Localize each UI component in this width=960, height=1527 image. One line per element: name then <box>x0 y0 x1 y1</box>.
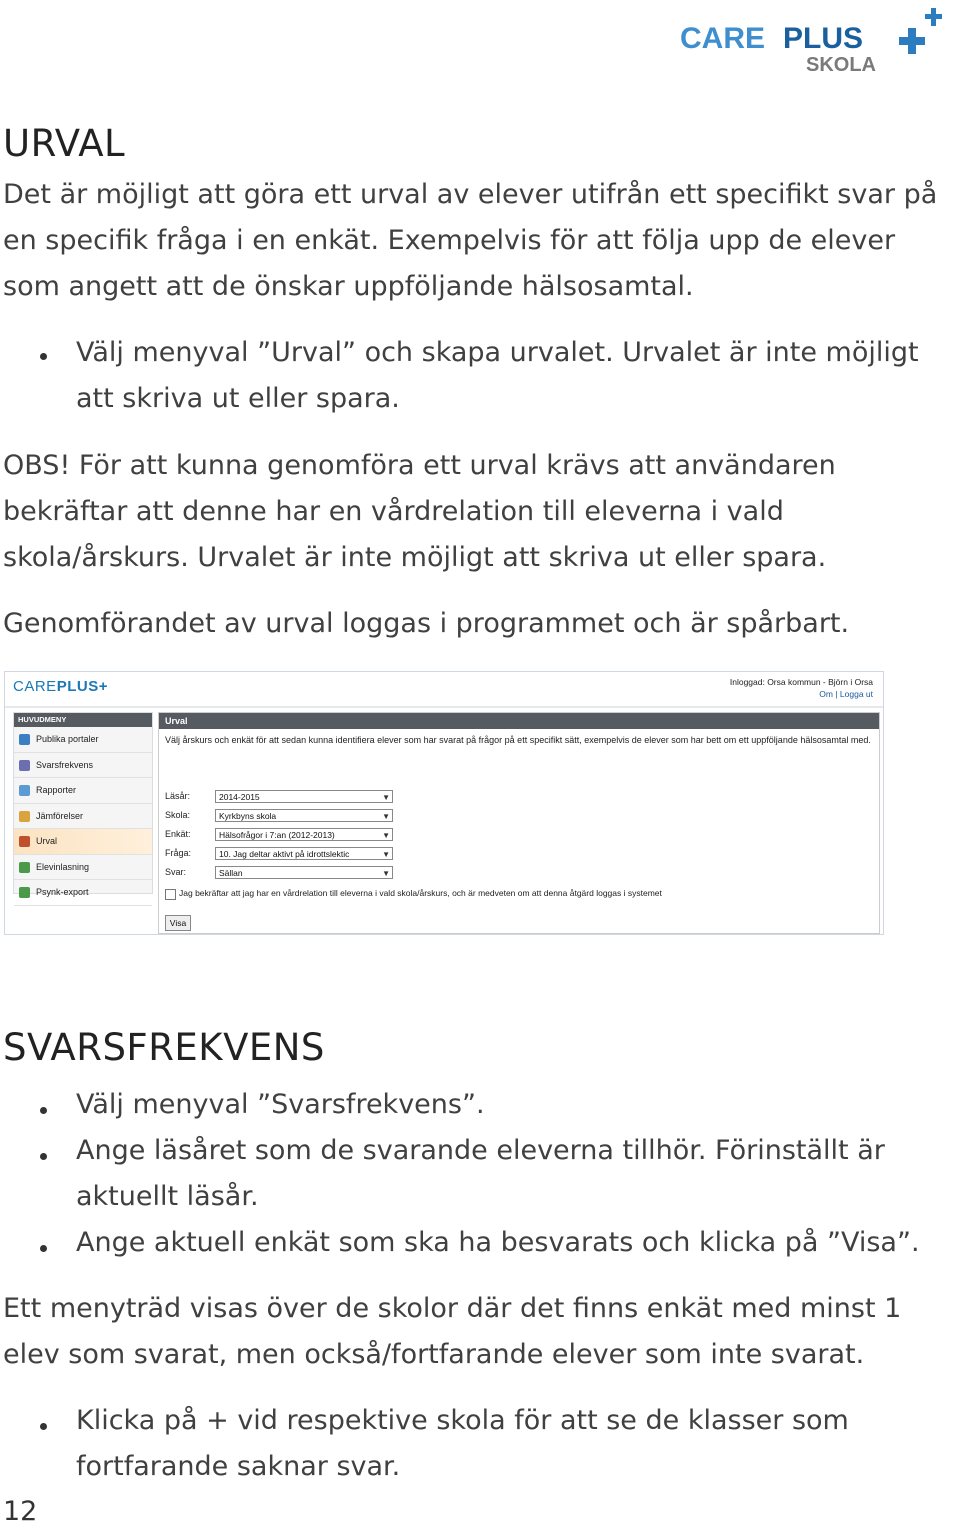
header-divider <box>5 706 883 708</box>
skola-select[interactable] <box>215 809 393 822</box>
urval-intro-line: som angett att de önskar uppföljande hälsosamtal. <box>3 271 694 302</box>
menu-item-label: Publika portaler <box>36 734 99 744</box>
svar-select-value: Sällan <box>219 868 243 878</box>
field-label-enkat: Enkät: <box>165 829 191 839</box>
menu-item-rapporter[interactable] <box>14 778 152 804</box>
report-icon <box>19 785 30 796</box>
menu-item-svarsfrekvens[interactable] <box>14 753 152 779</box>
chart-icon <box>19 760 30 771</box>
menu-item-label: Elevinlasning <box>36 861 90 872</box>
login-text: Inloggad: Orsa kommun - Björn i Orsa <box>729 677 873 687</box>
filter-icon <box>19 836 30 847</box>
obs-line: OBS! För att kunna genomföra ett urval krävs att användaren <box>3 450 836 481</box>
menu-item-label: Jämförelser <box>36 810 84 821</box>
urval-bullet-line: att skriva ut eller spara. <box>76 383 400 414</box>
menu-item-elevinlasning[interactable] <box>14 855 152 881</box>
urval-intro-line: en specifik fråga i en enkät. Exempelvis för att följa upp de elever <box>3 225 896 256</box>
careplus-skola-logo <box>680 4 952 74</box>
svars-last-bullet-line: Klicka på + vid respektive skola för att se de klasser som <box>76 1405 849 1436</box>
urval-intro-line: Det är möjligt att göra ett urval av elever utifrån ett specifikt svar på <box>3 179 938 210</box>
enkat-select-value: Hälsofrågor i 7:an (2012-2013) <box>219 830 335 840</box>
panel-intro: Välj årskurs och enkät för att sedan kunna identifiera elever som har svarat på frågor på ett specifikt sätt, exempelvis de elever som har bett om ett uppföljande hälsosamtal med. <box>165 735 871 745</box>
obs-line: bekräftar att denne har en vårdrelation till eleverna i vald <box>3 496 784 527</box>
fraga-select[interactable] <box>215 847 393 860</box>
menu-item-label: Psynk-export <box>36 887 89 897</box>
menu-item-label: Rapporter <box>36 785 77 795</box>
skola-select-value: Kyrkbyns skola <box>219 811 277 821</box>
field-label-lasar: Läsår: <box>165 791 191 801</box>
app-logo-sign: + <box>98 678 108 695</box>
chevron-down-icon: ▼ <box>382 812 390 821</box>
svar-select[interactable] <box>215 866 393 879</box>
logo-skola-text: SKOLA <box>806 54 876 76</box>
bullet-icon <box>40 1153 47 1160</box>
enkat-select[interactable] <box>215 828 393 841</box>
app-logo-plus: PLUS <box>56 678 99 695</box>
bullet-icon <box>40 1107 47 1114</box>
app-logo-care: CARE <box>13 678 57 695</box>
page-number: 12 <box>3 1496 38 1527</box>
bullet-icon <box>40 1245 47 1252</box>
field-label-skola: Skola: <box>165 810 191 820</box>
logo-plus-text: PLUS <box>783 22 864 55</box>
student-icon <box>19 862 30 873</box>
urval-screenshot <box>4 671 884 935</box>
about-link[interactable]: Om <box>819 689 833 699</box>
fraga-select-value: 10. Jag deltar aktivt på idrottslektic <box>219 849 350 859</box>
main-menu-header: HUVUDMENY <box>14 713 152 727</box>
panel-title: Urval <box>159 713 879 729</box>
menu-item-jamforelser[interactable] <box>14 804 152 830</box>
confirm-checkbox[interactable] <box>165 889 176 900</box>
field-label-svar: Svar: <box>165 867 187 877</box>
svars-bullet-line: Ange läsåret som de svarande eleverna tillhör. Förinställt är <box>76 1135 885 1166</box>
logo-care-text: CARE <box>680 22 766 55</box>
menu-item-psynk-export[interactable] <box>14 880 152 906</box>
menu-item-urval[interactable] <box>14 829 152 855</box>
menu-item-publika-portaler[interactable] <box>14 727 152 753</box>
svarsfrekvens-heading: SVARSFREKVENS <box>3 1026 325 1069</box>
menu-item-label: Urval <box>36 836 58 846</box>
log-line: Genomförandet av urval loggas i programmet och är spårbart. <box>3 608 850 639</box>
svars-bullet-line: aktuellt läsår. <box>76 1181 259 1212</box>
export-icon <box>19 887 30 898</box>
obs-line: skola/årskurs. Urvalet är inte möjligt att skriva ut eller spara. <box>3 542 827 573</box>
menu-item-label: Svarsfrekvens <box>36 759 94 770</box>
logo-cross-icon <box>899 8 942 54</box>
confirm-label: Jag bekräftar att jag har en vårdrelation till eleverna i vald skola/årskurs, och är medveten om att denna åtgärd loggas i systemet <box>179 888 662 898</box>
lasar-select-value: 2014-2015 <box>219 792 260 802</box>
urval-panel <box>158 712 880 934</box>
bullet-icon <box>40 353 47 360</box>
urval-heading: URVAL <box>3 122 126 165</box>
visa-button[interactable]: Visa <box>165 915 191 931</box>
svars-bullet-line: Välj menyval ”Svarsfrekvens”. <box>76 1089 485 1120</box>
bullet-icon <box>40 1423 47 1430</box>
app-header <box>5 672 883 704</box>
login-info <box>730 676 873 700</box>
main-menu <box>13 712 153 897</box>
chevron-down-icon: ▼ <box>382 831 390 840</box>
chevron-down-icon: ▼ <box>382 793 390 802</box>
svars-last-bullet-line: fortfarande saknar svar. <box>76 1451 401 1482</box>
app-logo <box>13 678 108 695</box>
lasar-select[interactable] <box>215 790 393 803</box>
svars-para-line: elev som svarat, men också/fortfarande elever som inte svarat. <box>3 1339 865 1370</box>
logout-link[interactable]: Logga ut <box>839 689 873 699</box>
urval-bullet-line: Välj menyval ”Urval” och skapa urvalet. Urvalet är inte möjligt <box>76 337 919 368</box>
svars-bullet-line: Ange aktuell enkät som ska ha besvarats och klicka på ”Visa”. <box>76 1227 920 1258</box>
svars-para-line: Ett menyträd visas över de skolor där det finns enkät med minst 1 <box>3 1293 902 1324</box>
chevron-down-icon: ▼ <box>382 869 390 878</box>
portal-icon <box>19 734 30 745</box>
link-separator: | <box>835 689 838 699</box>
field-label-fraga: Fråga: <box>165 848 192 858</box>
chevron-down-icon: ▼ <box>382 850 390 859</box>
compare-icon <box>19 811 30 822</box>
